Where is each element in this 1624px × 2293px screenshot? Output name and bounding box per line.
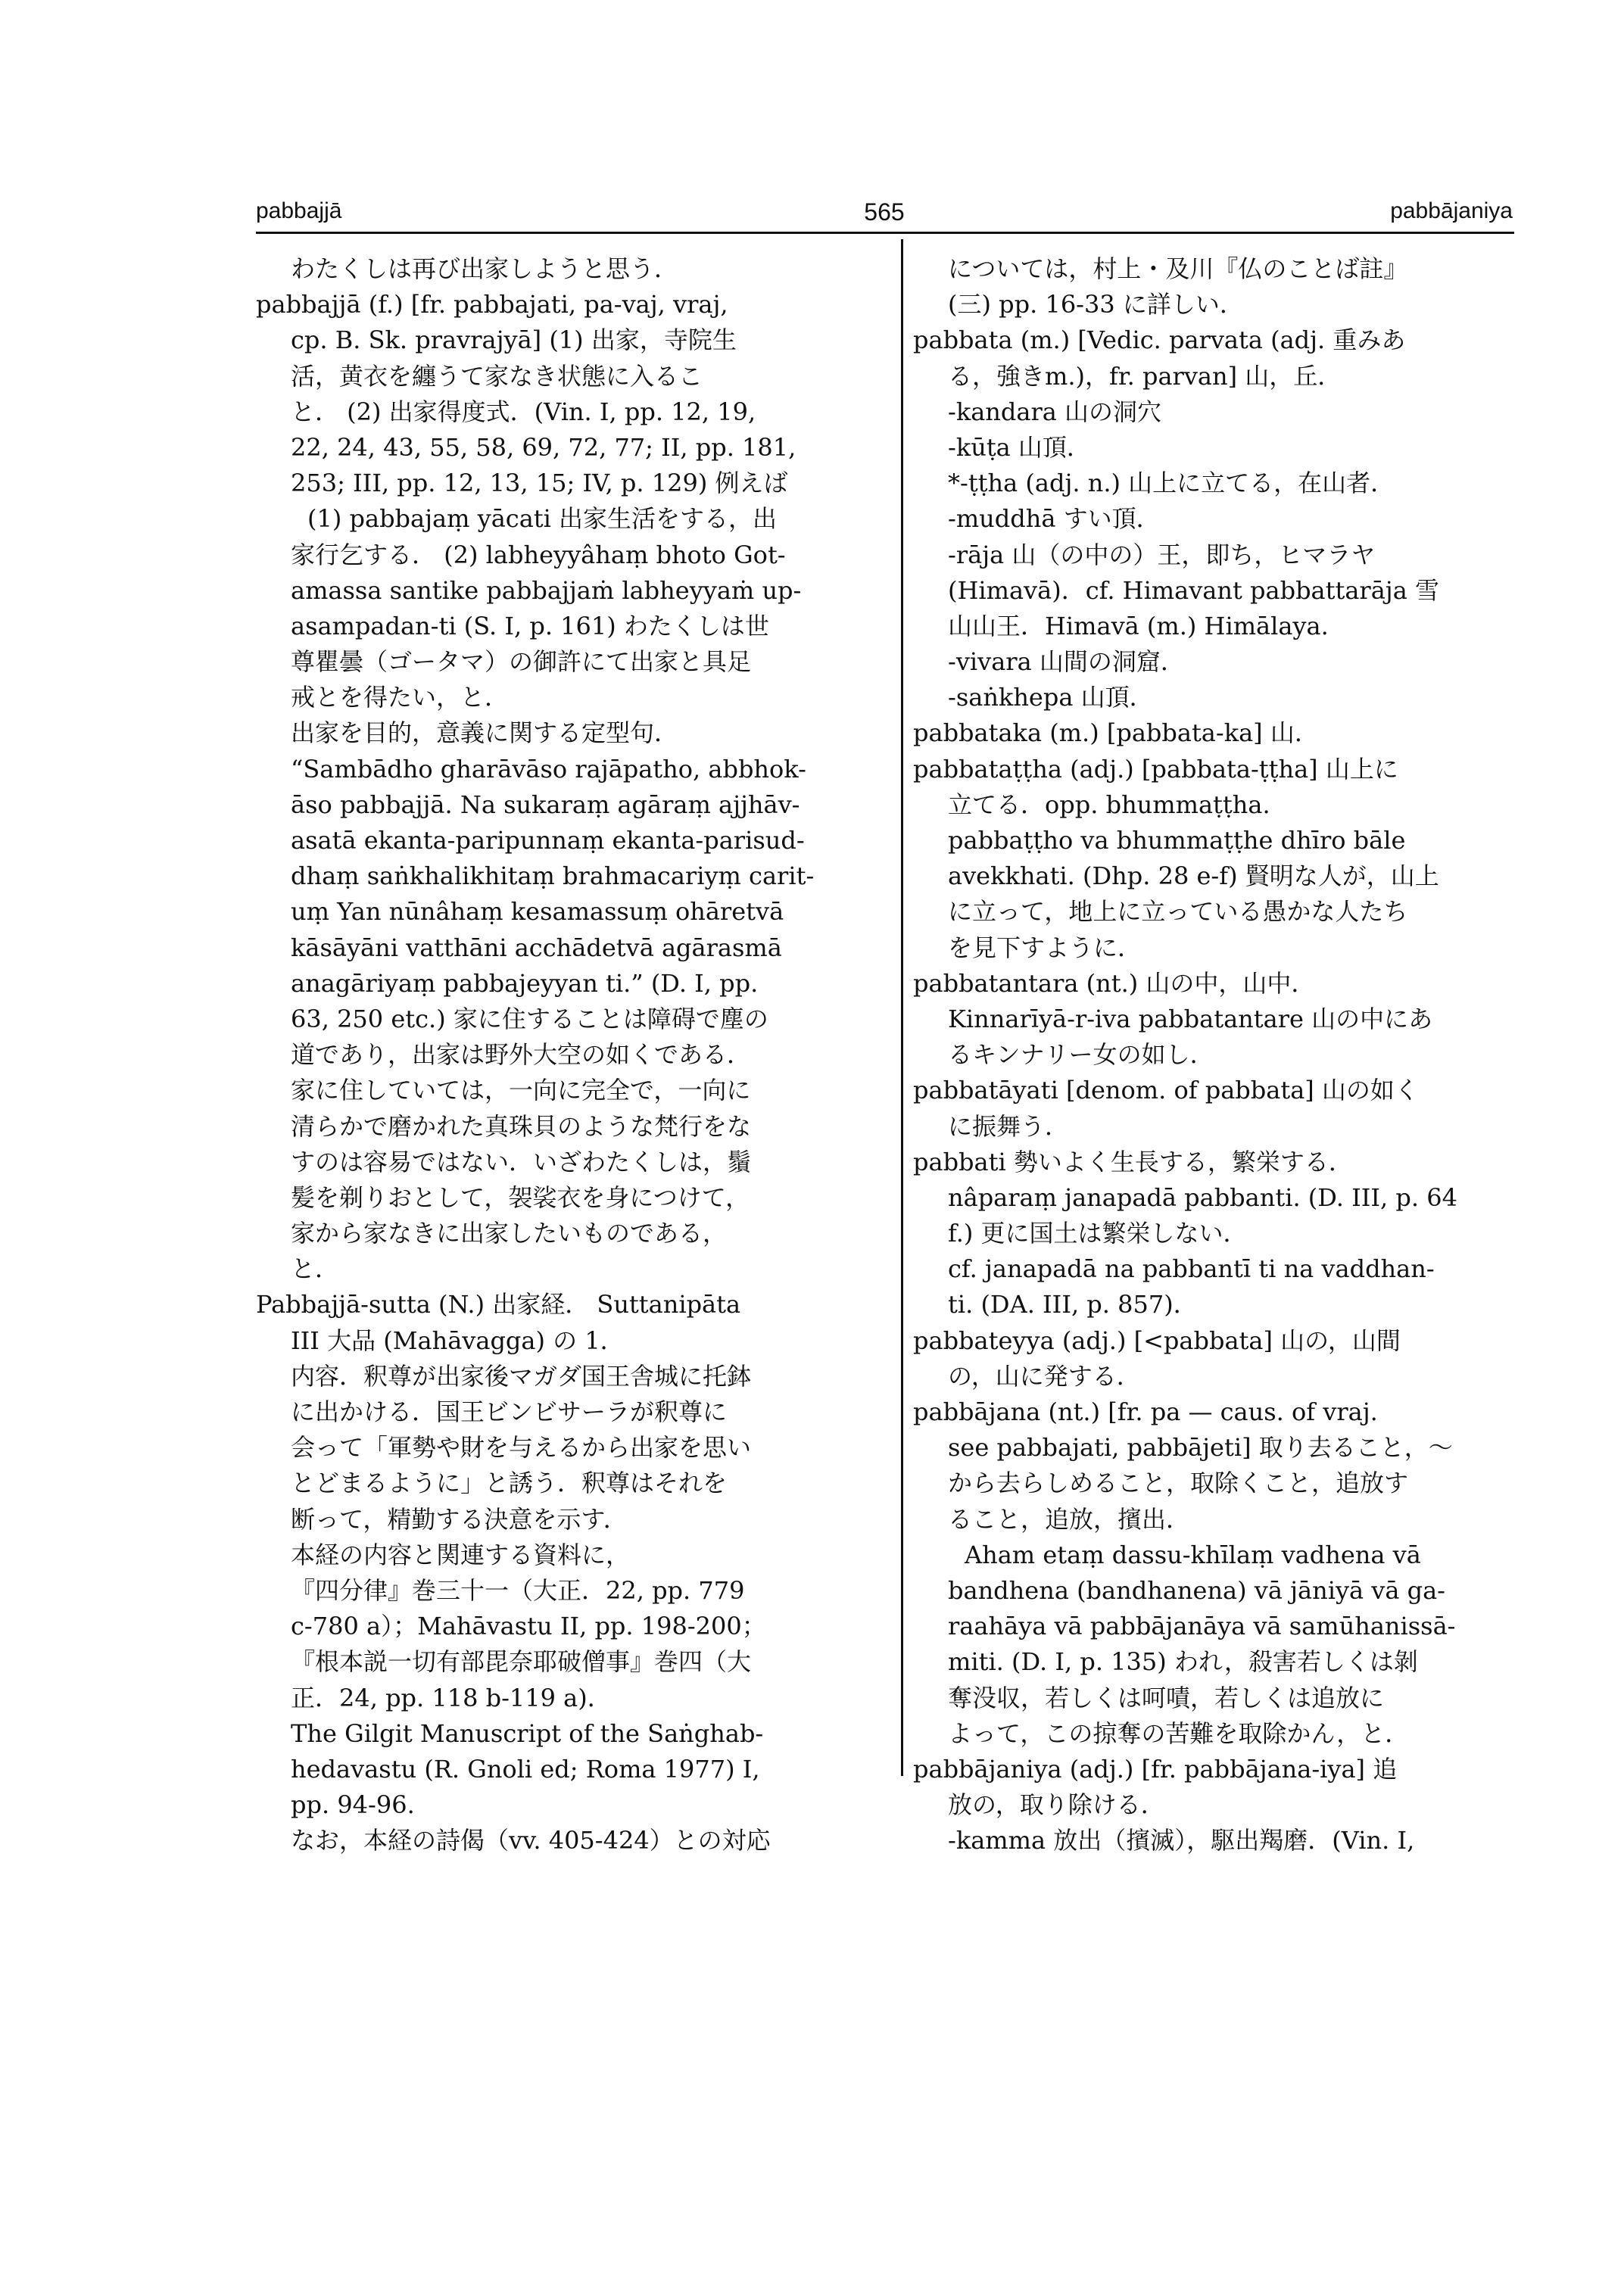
text-line: に振舞う． <box>948 1111 1070 1141</box>
column-divider <box>901 239 903 1776</box>
text-line: c-780 a）；Mahāvastu II, pp. 198-200； <box>291 1612 766 1641</box>
entry-headword-line: Pabbajjā-sutta (N.) 出家経． Suttanipāta <box>256 1290 741 1319</box>
text-line: f.) 更に国土は繁栄しない． <box>948 1219 1248 1248</box>
text-line: るキンナリー女の如し． <box>948 1040 1214 1070</box>
text-line: 家に住していては，一向に完全で，一向に <box>291 1076 751 1105</box>
text-line: ること，追放，擯出． <box>948 1504 1191 1534</box>
text-line: 道であり，出家は野外大空の如くである． <box>291 1040 752 1070</box>
text-line: 家行乞する． (2) labheyyâhaṃ bhoto Got- <box>291 540 786 569</box>
text-line: (Himavā)．cf. Himavant pabbattarāja 雪 <box>948 575 1439 605</box>
text-line: miti. (D. I, p. 135) われ，殺害若しくは剝 <box>948 1647 1418 1677</box>
text-line: The Gilgit Manuscript of the Saṅghab- <box>291 1718 764 1748</box>
text-line: 『根本説一切有部毘奈耶破僧事』巻四（大 <box>291 1647 752 1677</box>
text-line: に出かける．国王ビンビサーラが釈尊に <box>291 1397 728 1426</box>
text-line: 内容．釈尊が出家後マガダ国王舎城に托鉢 <box>291 1361 752 1391</box>
text-line: る，強きm.)，fr. parvan] 山，丘． <box>948 361 1342 391</box>
text-line: 本経の内容と関連する資料に， <box>291 1540 631 1569</box>
text-line: pabbaṭṭho va bhummaṭṭhe dhīro bāle <box>948 826 1406 855</box>
text-line: 会って「軍勢や財を与えるから出家を思い <box>291 1433 752 1463</box>
text-line: 家から家なきに出家したいものである， <box>291 1219 728 1248</box>
text-line: 山山王．Himavā (m.) Himālaya. <box>948 611 1329 640</box>
text-line: 奪没収，若しくは呵嘖，若しくは追放に <box>948 1683 1385 1712</box>
text-line: III 大品 (Mahāvagga) の 1． <box>291 1326 625 1355</box>
text-line: -saṅkhepa 山頂． <box>948 683 1154 712</box>
text-line: から去らしめること，取除くこと，追放す <box>948 1469 1409 1498</box>
text-line: 断って，精勤する決意を示す． <box>291 1504 628 1534</box>
text-line: kāsāyāni vatthāni acchādetvā agārasmā <box>291 933 782 962</box>
text-line: と． (2) 出家得度式．(Vin. I, pp. 12, 19, <box>291 397 756 426</box>
text-line: dhaṃ saṅkhalikhitaṃ brahmacariyṃ carit- <box>291 861 815 891</box>
text-line: see pabbajati, pabbājeti] 取り去ること，～ <box>948 1433 1453 1463</box>
text-line: “Sambādho gharāvāso rajāpatho, abbhok- <box>291 754 806 784</box>
text-line: Aham etaṃ dassu-khīlaṃ vadhena vā <box>965 1540 1421 1569</box>
text-line: の，山に発する． <box>948 1361 1141 1391</box>
text-line: 正．24, pp. 118 b-119 a)． <box>291 1683 612 1712</box>
text-line: 立てる．opp. bhummaṭṭha. <box>948 790 1270 819</box>
text-line: については，村上・及川『仏のことば註』 <box>948 254 1408 283</box>
text-line: -kandara 山の洞穴 <box>948 397 1162 426</box>
entry-headword-line: pabbatāyati [denom. of pabbata] 山の如く <box>913 1076 1419 1105</box>
text-line: pp. 94-96. <box>291 1790 415 1820</box>
left-column <box>256 251 869 1858</box>
text-line: amassa santike pabbajjaṁ labheyyaṁ up- <box>291 575 802 605</box>
text-line: -vivara 山間の洞窟． <box>948 647 1185 677</box>
text-line: asampadan-ti (S. I, p. 161) わたくしは世 <box>291 611 769 640</box>
text-line: 22, 24, 43, 55, 58, 69, 72, 77; II, pp. 181, <box>291 432 796 462</box>
text-line: 63, 250 etc.) 家に住することは障碍で塵の <box>291 1004 768 1033</box>
entry-headword-line: pabbatantara (nt.) 山の中，山中． <box>913 968 1316 998</box>
entry-headword-line: pabbataka (m.) [pabbata-ka] 山． <box>913 718 1319 748</box>
text-line: なお，本経の詩偈（vv. 405-424）との対応 <box>291 1826 771 1855</box>
text-line: raahāya vā pabbājanāya vā samūhanissā- <box>948 1612 1456 1641</box>
text-line: -rāja 山（の中の）王，即ち，ヒマラヤ <box>948 540 1376 569</box>
text-line: と． <box>291 1254 340 1284</box>
running-header <box>256 198 1513 232</box>
text-line: 活，黄衣を纏うて家なき状態に入るこ <box>291 361 703 391</box>
entry-headword-line: pabbājaniya (adj.) [fr. pabbājana-iya] 追 <box>913 1754 1398 1784</box>
text-line: (1) pabbajaṃ yācati 出家生活をする，出 <box>307 504 778 534</box>
left-guide-word: pabbajjā <box>256 198 342 223</box>
text-line: を見下すように． <box>948 933 1142 962</box>
text-line: āso pabbajjā. Na sukaraṃ agāraṃ ajjhāv- <box>291 790 800 819</box>
entry-headword-line: pabbateyya (adj.) [<pabbata] 山の，山間 <box>913 1326 1401 1355</box>
text-line: よって，この掠奪の苦難を取除かん，と． <box>948 1718 1410 1748</box>
text-line: 出家を目的，意義に関する定型句． <box>291 718 679 748</box>
text-line: -kamma 放出（擯滅），駆出羯磨．(Vin. I, <box>948 1826 1415 1855</box>
page-number: 565 <box>864 198 905 226</box>
text-line: hedavastu (R. Gnoli ed; Roma 1977) I, <box>291 1754 760 1784</box>
text-line: 清らかで磨かれた真珠貝のような梵行をな <box>291 1111 752 1141</box>
text-line: ti. (DA. III, p. 857)． <box>948 1290 1198 1319</box>
text-line: asatā ekanta-paripunnaṃ ekanta-parisud- <box>291 826 805 855</box>
text-line: 髪を剃りおとして，袈裟衣を身につけて， <box>291 1182 750 1212</box>
text-line: とどまるように」と誘う．釈尊はそれを <box>291 1469 728 1498</box>
text-line: 253; III, pp. 12, 13, 15; IV, p. 129) 例えば <box>291 469 788 498</box>
text-line: anagāriyaṃ pabbajeyyan ti.” (D. I, pp. <box>291 968 759 998</box>
text-line: bandhena (bandhanena) vā jāniyā vā ga- <box>948 1575 1445 1605</box>
text-line: -kūṭa 山頂． <box>948 432 1091 462</box>
text-line: nâparaṃ janapadā pabbanti. (D. III, p. 64 <box>948 1182 1457 1212</box>
text-line: *-ṭṭha (adj. n.) 山上に立てる，在山者． <box>948 469 1395 498</box>
text-line: uṃ Yan nūnâhaṃ kesamassuṃ ohāretvā <box>291 897 784 927</box>
text-line: Kinnarīyā-r-iva pabbatantare 山の中にあ <box>948 1004 1433 1033</box>
right-column <box>913 251 1526 1858</box>
text-line: 放の，取り除ける． <box>948 1790 1165 1820</box>
text-line: avekkhati. (Dhp. 28 e-f) 賢明な人が，山上 <box>948 861 1439 891</box>
right-guide-word: pabbājaniya <box>1390 198 1513 223</box>
entry-headword-line: pabbata (m.) [Vedic. parvata (adj. 重みあ <box>913 326 1406 355</box>
text-line: に立って，地上に立っている愚かな人たち <box>948 897 1408 927</box>
entry-headword-line: pabbati 勢いよく生長する，繁栄する． <box>913 1147 1353 1176</box>
text-line: -muddhā すい頂． <box>948 504 1161 534</box>
text-line: 『四分律』巻三十一（大正．22, pp. 779 <box>291 1575 745 1605</box>
entry-headword-line: pabbājana (nt.) [fr. pa — caus. of vraj. <box>913 1397 1378 1426</box>
text-line: わたくしは再び出家しようと思う． <box>291 254 679 283</box>
text-line: cp. B. Sk. pravrajyā] (1) 出家，寺院生 <box>291 326 737 355</box>
text-line: 戒とを得たい，と． <box>291 683 510 712</box>
entry-headword-line: pabbataṭṭha (adj.) [pabbata-ṭṭha] 山上に <box>913 754 1398 784</box>
text-line: cf. janapadā na pabbantī ti na vaddhan- <box>948 1254 1435 1284</box>
entry-headword-line: pabbajjā (f.) [fr. pabbajati, pa-vaj, vraj, <box>256 290 728 319</box>
text-line: すのは容易ではない．いざわたくしは，鬚 <box>291 1147 752 1176</box>
text-line: 尊瞿曇（ゴータマ）の御許にて出家と具足 <box>291 647 752 677</box>
text-line: (三) pp. 16-33 に詳しい． <box>948 290 1244 319</box>
header-rule <box>256 232 1514 234</box>
